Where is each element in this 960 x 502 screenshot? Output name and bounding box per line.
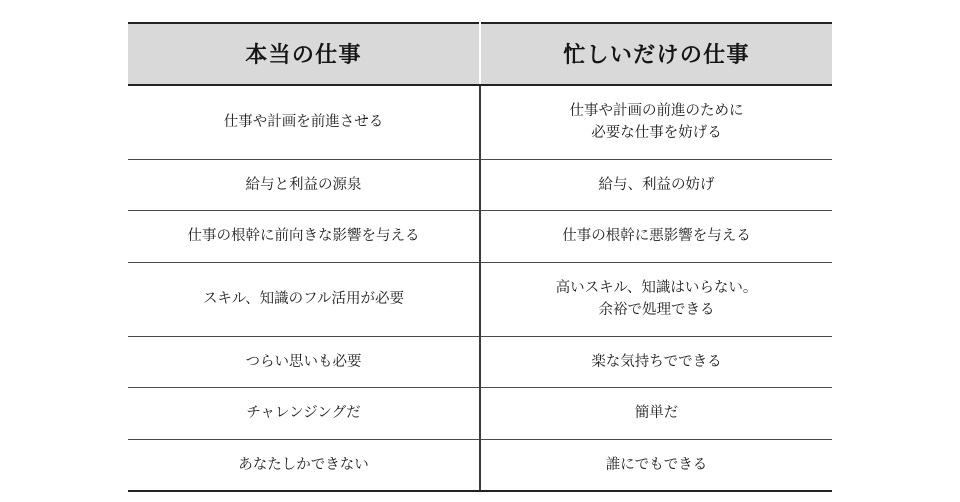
cell-real-work-6 bbox=[128, 388, 480, 439]
cell-line: 給与、利益の妨げ bbox=[598, 176, 715, 193]
comparison-table bbox=[128, 22, 832, 492]
table-header bbox=[128, 23, 832, 85]
table-row bbox=[128, 211, 832, 262]
table-row bbox=[128, 85, 832, 159]
cell-busy-work-4 bbox=[480, 262, 832, 336]
cell-line: 仕事や計画を前進させる bbox=[223, 114, 384, 131]
table-row bbox=[128, 336, 832, 387]
cell-line: 余裕で処理できる bbox=[598, 302, 715, 319]
cell-busy-work-3 bbox=[480, 211, 832, 262]
cell-line: 楽な気持ちでできる bbox=[591, 353, 722, 370]
cell-busy-work-2 bbox=[480, 159, 832, 210]
cell-real-work-5 bbox=[128, 336, 480, 387]
cell-busy-work-6 bbox=[480, 388, 832, 439]
cell-line: 高いスキル、知識はいらない。 bbox=[555, 279, 758, 296]
cell-real-work-7 bbox=[128, 439, 480, 491]
cell-line: 必要な仕事を妨げる bbox=[591, 125, 722, 142]
cell-busy-work-5 bbox=[480, 336, 832, 387]
column-header-busy-work: 忙しいだけの仕事 bbox=[480, 23, 832, 85]
cell-line: 仕事の根幹に前向きな影響を与える bbox=[187, 228, 420, 245]
table-row bbox=[128, 439, 832, 491]
cell-line: 仕事や計画の前進のために bbox=[569, 103, 744, 119]
cell-line: チャレンジングだ bbox=[246, 405, 361, 422]
cell-real-work-3 bbox=[128, 211, 480, 262]
cell-busy-work-1 bbox=[480, 85, 832, 159]
cell-line: 誰にでもできる bbox=[605, 456, 708, 473]
table-header-row bbox=[128, 23, 832, 85]
column-header-real-work: 本当の仕事 bbox=[128, 23, 480, 85]
cell-line: あなたしかできない bbox=[238, 456, 369, 473]
table-row bbox=[128, 262, 832, 336]
table-row bbox=[128, 388, 832, 439]
cell-real-work-2 bbox=[128, 159, 480, 210]
table-row bbox=[128, 159, 832, 210]
comparison-table-container bbox=[128, 22, 832, 492]
cell-real-work-1 bbox=[128, 85, 480, 159]
cell-line: つらい思いも必要 bbox=[245, 353, 362, 370]
cell-line: 簡単だ bbox=[634, 405, 679, 422]
table-body bbox=[128, 85, 832, 491]
cell-line: 給与と利益の源泉 bbox=[245, 176, 362, 193]
cell-busy-work-7 bbox=[480, 439, 832, 491]
cell-real-work-4 bbox=[128, 262, 480, 336]
cell-line: スキル、知識のフル活用が必要 bbox=[202, 291, 405, 308]
cell-line: 仕事の根幹に悪影響を与える bbox=[562, 228, 751, 245]
